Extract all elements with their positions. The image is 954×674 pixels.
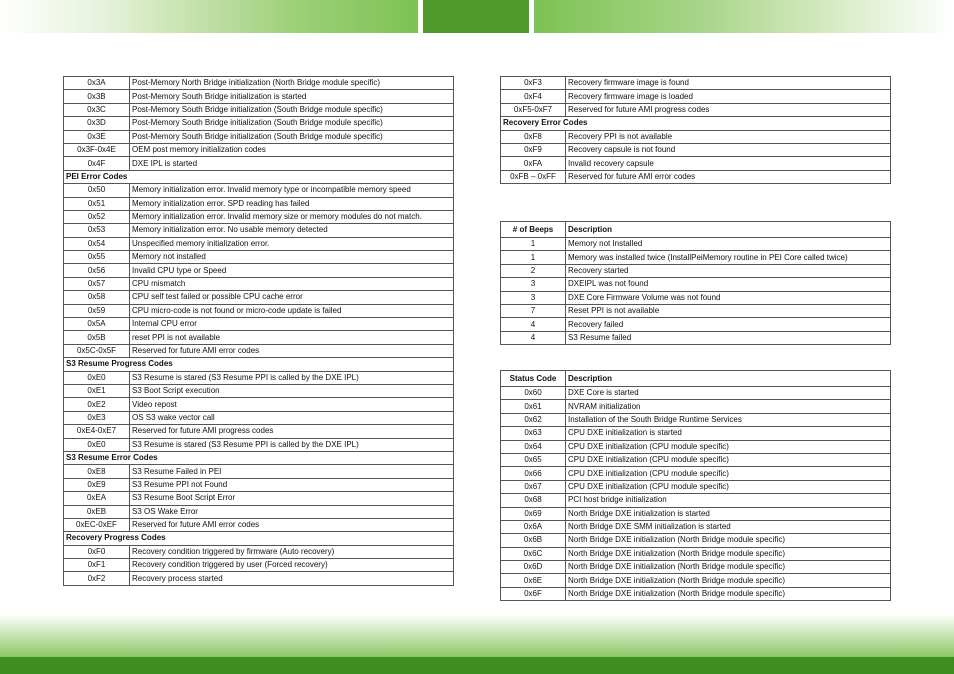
table-row bbox=[501, 77, 891, 90]
table-row bbox=[64, 318, 454, 331]
table-row bbox=[64, 184, 454, 197]
table-row bbox=[501, 574, 891, 587]
header-band-left bbox=[0, 0, 418, 33]
description-cell: CPU DXE initialization (CPU module specific) bbox=[566, 467, 891, 480]
table-row bbox=[64, 545, 454, 558]
description-cell: Recovery started bbox=[566, 264, 891, 277]
pei-codes-table bbox=[63, 76, 454, 586]
code-cell: 0xEB bbox=[64, 505, 130, 518]
code-cell: 0xE1 bbox=[64, 384, 130, 397]
table-row bbox=[501, 494, 891, 507]
table-row bbox=[64, 505, 454, 518]
column-header-code: # of Beeps bbox=[501, 222, 566, 238]
code-cell: 0x4F bbox=[64, 157, 130, 170]
code-cell: 0x63 bbox=[501, 427, 566, 440]
description-cell: North Bridge DXE initialization (North Bridge module specific) bbox=[566, 587, 891, 600]
table-row bbox=[501, 264, 891, 277]
table-row bbox=[64, 518, 454, 531]
section-row bbox=[64, 170, 454, 183]
code-cell: 0xFB – 0xFF bbox=[501, 170, 566, 183]
code-cell: 0x3E bbox=[64, 130, 130, 143]
table-row bbox=[64, 143, 454, 156]
table-row bbox=[64, 210, 454, 223]
table-row bbox=[501, 251, 891, 264]
code-cell: 0x65 bbox=[501, 453, 566, 466]
code-cell: 0x6F bbox=[501, 587, 566, 600]
header-band-right bbox=[534, 0, 954, 33]
section-title: PEI Error Codes bbox=[64, 170, 454, 183]
description-cell: reset PPI is not available bbox=[130, 331, 454, 344]
table-row bbox=[64, 572, 454, 585]
code-cell: 7 bbox=[501, 304, 566, 317]
code-cell: 0xFA bbox=[501, 157, 566, 170]
code-cell: 0x6A bbox=[501, 520, 566, 533]
description-cell: North Bridge DXE initialization is started bbox=[566, 507, 891, 520]
table-row bbox=[64, 251, 454, 264]
description-cell: CPU DXE initialization (CPU module specific) bbox=[566, 453, 891, 466]
code-cell: 0x3D bbox=[64, 117, 130, 130]
code-cell: 0xE3 bbox=[64, 411, 130, 424]
code-cell: 0x66 bbox=[501, 467, 566, 480]
code-cell: 0x6C bbox=[501, 547, 566, 560]
code-cell: 0x67 bbox=[501, 480, 566, 493]
table-row bbox=[501, 90, 891, 103]
code-cell: 1 bbox=[501, 251, 566, 264]
description-cell: Memory initialization error. No usable memory detected bbox=[130, 224, 454, 237]
description-cell: DXE Core Firmware Volume was not found bbox=[566, 291, 891, 304]
table-row bbox=[501, 507, 891, 520]
description-cell: DXE IPL is started bbox=[130, 157, 454, 170]
code-cell: 0x5C-0x5F bbox=[64, 344, 130, 357]
code-cell: 0x60 bbox=[501, 387, 566, 400]
table-row bbox=[64, 371, 454, 384]
description-cell: Recovery failed bbox=[566, 318, 891, 331]
description-cell: Reserved for future AMI error codes bbox=[130, 518, 454, 531]
table-row bbox=[501, 103, 891, 116]
table-row bbox=[501, 170, 891, 183]
description-cell: CPU DXE initialization (CPU module specific) bbox=[566, 480, 891, 493]
description-cell: Recovery PPI is not available bbox=[566, 130, 891, 143]
table-row bbox=[501, 413, 891, 426]
description-cell: Unspecified memory initialization error. bbox=[130, 237, 454, 250]
code-cell: 0x56 bbox=[64, 264, 130, 277]
code-cell: 0x52 bbox=[64, 210, 130, 223]
code-cell: 0xF4 bbox=[501, 90, 566, 103]
section-row bbox=[501, 117, 891, 130]
code-cell: 0x62 bbox=[501, 413, 566, 426]
description-cell: North Bridge DXE initialization (North Bridge module specific) bbox=[566, 574, 891, 587]
code-cell: 0x3C bbox=[64, 103, 130, 116]
code-cell: 0xF8 bbox=[501, 130, 566, 143]
table-row bbox=[64, 130, 454, 143]
section-title: Recovery Error Codes bbox=[501, 117, 891, 130]
code-cell: 0xF2 bbox=[64, 572, 130, 585]
table-row bbox=[64, 559, 454, 572]
description-cell: OEM post memory initialization codes bbox=[130, 143, 454, 156]
table-row bbox=[501, 238, 891, 251]
description-cell: Reserved for future AMI error codes bbox=[130, 344, 454, 357]
code-cell: 0xF9 bbox=[501, 143, 566, 156]
table-row bbox=[64, 197, 454, 210]
description-cell: Post-Memory North Bridge initialization (North Bridge module specific) bbox=[130, 77, 454, 90]
code-cell: 0xE0 bbox=[64, 438, 130, 451]
code-cell: 3 bbox=[501, 291, 566, 304]
table-row bbox=[64, 411, 454, 424]
description-cell: S3 Resume PPI not Found bbox=[130, 478, 454, 491]
code-cell: 0x3B bbox=[64, 90, 130, 103]
code-cell: 1 bbox=[501, 238, 566, 251]
code-cell: 0x5A bbox=[64, 318, 130, 331]
code-cell: 3 bbox=[501, 278, 566, 291]
description-cell: S3 Resume is stared (S3 Resume PPI is called by the DXE IPL) bbox=[130, 438, 454, 451]
code-cell: 0x3A bbox=[64, 77, 130, 90]
column-header-description: Description bbox=[566, 222, 891, 238]
code-cell: 4 bbox=[501, 331, 566, 344]
beep-codes-table bbox=[500, 221, 891, 345]
table-row bbox=[64, 344, 454, 357]
table-row bbox=[501, 143, 891, 156]
table-row bbox=[501, 534, 891, 547]
section-title: Recovery Progress Codes bbox=[64, 532, 454, 545]
header-band-center bbox=[423, 0, 529, 33]
description-cell: Post-Memory South Bridge initialization (South Bridge module specific) bbox=[130, 103, 454, 116]
code-cell: 0x5B bbox=[64, 331, 130, 344]
code-cell: 0x3F-0x4E bbox=[64, 143, 130, 156]
table-header-row bbox=[501, 222, 891, 238]
description-cell: CPU DXE initialization (CPU module specific) bbox=[566, 440, 891, 453]
table-row bbox=[501, 587, 891, 600]
table-row bbox=[501, 304, 891, 317]
description-cell: Post-Memory South Bridge initialization (South Bridge module specific) bbox=[130, 117, 454, 130]
code-cell: 4 bbox=[501, 318, 566, 331]
code-cell: 0xF1 bbox=[64, 559, 130, 572]
description-cell: North Bridge DXE SMM initialization is started bbox=[566, 520, 891, 533]
description-cell: Recovery process started bbox=[130, 572, 454, 585]
code-cell: 0xE0 bbox=[64, 371, 130, 384]
table-row bbox=[501, 480, 891, 493]
section-title: S3 Resume Error Codes bbox=[64, 451, 454, 464]
code-cell: 0x58 bbox=[64, 291, 130, 304]
description-cell: Reserved for future AMI progress codes bbox=[130, 425, 454, 438]
description-cell: Memory initialization error. Invalid memory size or memory modules do not match. bbox=[130, 210, 454, 223]
description-cell: CPU mismatch bbox=[130, 277, 454, 290]
description-cell: Memory initialization error. Invalid memory type or incompatible memory speed bbox=[130, 184, 454, 197]
code-cell: 0xF3 bbox=[501, 77, 566, 90]
table-row bbox=[501, 561, 891, 574]
table-row bbox=[501, 400, 891, 413]
footer-dark-band bbox=[0, 657, 954, 674]
description-cell: Memory not installed bbox=[130, 251, 454, 264]
table-row bbox=[64, 237, 454, 250]
description-cell: Invalid recovery capsule bbox=[566, 157, 891, 170]
table-row bbox=[64, 291, 454, 304]
code-cell: 0x51 bbox=[64, 197, 130, 210]
code-cell: 0x61 bbox=[501, 400, 566, 413]
code-cell: 0x55 bbox=[64, 251, 130, 264]
table-row bbox=[64, 117, 454, 130]
code-cell: 0x6E bbox=[501, 574, 566, 587]
code-cell: 0xE2 bbox=[64, 398, 130, 411]
description-cell: Reserved for future AMI progress codes bbox=[566, 103, 891, 116]
code-cell: 0x54 bbox=[64, 237, 130, 250]
table-row bbox=[64, 304, 454, 317]
description-cell: Reset PPI is not available bbox=[566, 304, 891, 317]
recovery-codes-table bbox=[500, 76, 891, 184]
table-row bbox=[64, 157, 454, 170]
table-row bbox=[64, 224, 454, 237]
code-cell: 0x53 bbox=[64, 224, 130, 237]
table-row bbox=[501, 467, 891, 480]
table-row bbox=[501, 291, 891, 304]
description-cell: S3 Resume failed bbox=[566, 331, 891, 344]
code-cell: 0xEC-0xEF bbox=[64, 518, 130, 531]
description-cell: North Bridge DXE initialization (North Bridge module specific) bbox=[566, 561, 891, 574]
section-row bbox=[64, 358, 454, 371]
table-row bbox=[501, 387, 891, 400]
description-cell: CPU micro-code is not found or micro-code update is failed bbox=[130, 304, 454, 317]
description-cell: S3 OS Wake Error bbox=[130, 505, 454, 518]
table-row bbox=[64, 384, 454, 397]
table-header-row bbox=[501, 371, 891, 387]
code-cell: 0x64 bbox=[501, 440, 566, 453]
section-row bbox=[64, 532, 454, 545]
code-cell: 0xE9 bbox=[64, 478, 130, 491]
description-cell: Memory was installed twice (InstallPeiMemory routine in PEI Core called twice) bbox=[566, 251, 891, 264]
code-cell: 0xE8 bbox=[64, 465, 130, 478]
table-row bbox=[501, 547, 891, 560]
table-row bbox=[64, 277, 454, 290]
description-cell: NVRAM initialization bbox=[566, 400, 891, 413]
description-cell: Recovery firmware image is found bbox=[566, 77, 891, 90]
section-row bbox=[64, 451, 454, 464]
code-cell: 0xE4-0xE7 bbox=[64, 425, 130, 438]
table-row bbox=[64, 398, 454, 411]
column-header-code: Status Code bbox=[501, 371, 566, 387]
code-cell: 0xF5-0xF7 bbox=[501, 103, 566, 116]
description-cell: DXEIPL was not found bbox=[566, 278, 891, 291]
dxe-status-codes-table bbox=[500, 370, 891, 601]
description-cell: Reserved for future AMI error codes bbox=[566, 170, 891, 183]
table-row bbox=[501, 427, 891, 440]
table-row bbox=[64, 492, 454, 505]
table-row bbox=[501, 318, 891, 331]
section-title: S3 Resume Progress Codes bbox=[64, 358, 454, 371]
description-cell: DXE Core is started bbox=[566, 387, 891, 400]
description-cell: Internal CPU error bbox=[130, 318, 454, 331]
table-row bbox=[64, 77, 454, 90]
table-row bbox=[64, 438, 454, 451]
code-cell: 2 bbox=[501, 264, 566, 277]
description-cell: Invalid CPU type or Speed bbox=[130, 264, 454, 277]
description-cell: North Bridge DXE initialization (North Bridge module specific) bbox=[566, 547, 891, 560]
description-cell: Memory initialization error. SPD reading has failed bbox=[130, 197, 454, 210]
code-cell: 0x50 bbox=[64, 184, 130, 197]
table-row bbox=[64, 478, 454, 491]
description-cell: CPU self test failed or possible CPU cache error bbox=[130, 291, 454, 304]
table-row bbox=[501, 440, 891, 453]
code-cell: 0x68 bbox=[501, 494, 566, 507]
description-cell: Recovery capsule is not found bbox=[566, 143, 891, 156]
description-cell: Video repost bbox=[130, 398, 454, 411]
table-row bbox=[64, 331, 454, 344]
description-cell: Post-Memory South Bridge initialization (South Bridge module specific) bbox=[130, 130, 454, 143]
description-cell: Installation of the South Bridge Runtime Services bbox=[566, 413, 891, 426]
code-cell: 0x6B bbox=[501, 534, 566, 547]
table-row bbox=[64, 103, 454, 116]
code-cell: 0xF0 bbox=[64, 545, 130, 558]
description-cell: North Bridge DXE initialization (North Bridge module specific) bbox=[566, 534, 891, 547]
table-row bbox=[501, 453, 891, 466]
description-cell: Post-Memory South Bridge initialization is started bbox=[130, 90, 454, 103]
code-cell: 0x69 bbox=[501, 507, 566, 520]
footer-gradient-band bbox=[0, 614, 954, 657]
table-row bbox=[501, 130, 891, 143]
description-cell: Memory not Installed bbox=[566, 238, 891, 251]
table-row bbox=[64, 425, 454, 438]
description-cell: S3 Resume Failed in PEI bbox=[130, 465, 454, 478]
table-row bbox=[64, 465, 454, 478]
table-row bbox=[64, 264, 454, 277]
description-cell: Recovery firmware image is loaded bbox=[566, 90, 891, 103]
description-cell: Recovery condition triggered by firmware (Auto recovery) bbox=[130, 545, 454, 558]
table-row bbox=[501, 278, 891, 291]
table-row bbox=[501, 157, 891, 170]
code-cell: 0xEA bbox=[64, 492, 130, 505]
table-row bbox=[64, 90, 454, 103]
description-cell: PCI host bridge initialization bbox=[566, 494, 891, 507]
table-row bbox=[501, 520, 891, 533]
description-cell: OS S3 wake vector call bbox=[130, 411, 454, 424]
description-cell: CPU DXE initialization is started bbox=[566, 427, 891, 440]
code-cell: 0x57 bbox=[64, 277, 130, 290]
description-cell: Recovery condition triggered by user (Forced recovery) bbox=[130, 559, 454, 572]
code-cell: 0x6D bbox=[501, 561, 566, 574]
code-cell: 0x59 bbox=[64, 304, 130, 317]
table-row bbox=[501, 331, 891, 344]
description-cell: S3 Resume Boot Script Error bbox=[130, 492, 454, 505]
description-cell: S3 Boot Script execution bbox=[130, 384, 454, 397]
description-cell: S3 Resume is stared (S3 Resume PPI is called by the DXE IPL) bbox=[130, 371, 454, 384]
column-header-description: Description bbox=[566, 371, 891, 387]
